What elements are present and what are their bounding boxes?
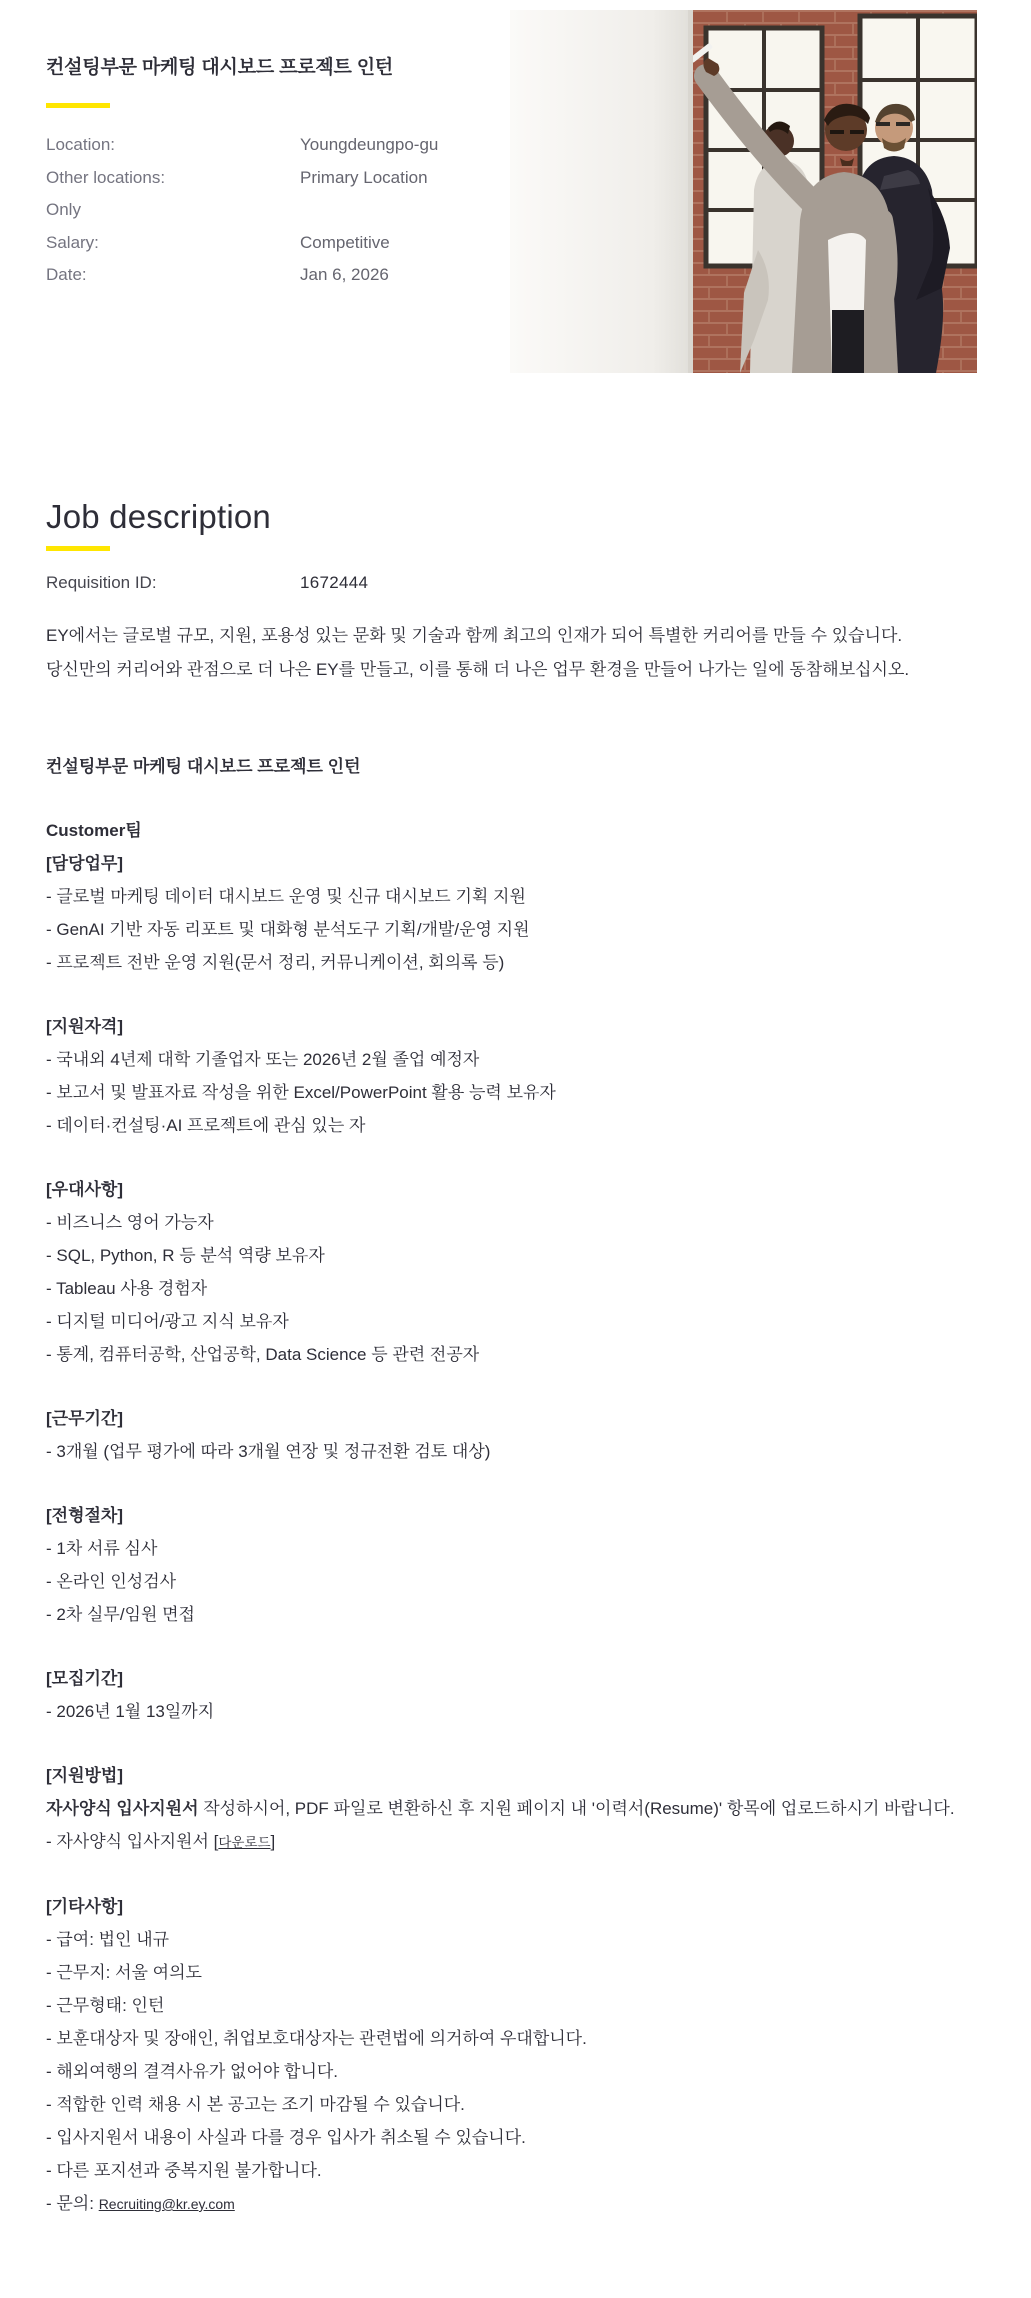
apply-rest-text: 작성하시어, PDF 파일로 변환하신 후 지원 페이지 내 '이력서(Resume)' 항목에 업로드하시기 바랍니다. [198, 1799, 955, 1818]
list-item: - 적합한 인력 채용 시 본 공고는 조기 마감될 수 있습니다. [46, 2095, 465, 2114]
accent-divider [46, 103, 110, 108]
office-photo [510, 10, 977, 373]
list-item: - 디지털 미디어/광고 지식 보유자 [46, 1312, 289, 1331]
job-section-duties [46, 814, 1004, 979]
job-section-qualifications [46, 1010, 1004, 1142]
header [0, 0, 1031, 373]
list-item: - 다른 포지션과 중복지원 불가합니다. [46, 2161, 322, 2180]
section-heading: [지원방법] [46, 1766, 124, 1785]
requisition-value: 1672444 [300, 573, 369, 592]
field-label: Location: [46, 135, 115, 154]
section-heading: [모집기간] [46, 1669, 124, 1688]
contact-line [46, 2187, 1004, 2221]
intro-paragraphs [46, 619, 1004, 687]
list-item: - 근무지: 서울 여의도 [46, 1963, 202, 1982]
job-section-deadline [46, 1662, 1004, 1728]
list-item: - 국내외 4년제 대학 기졸업자 또는 2026년 2월 졸업 예정자 [46, 1050, 480, 1069]
page-title: 컨설팅부문 마케팅 대시보드 프로젝트 인턴 [46, 57, 394, 78]
list-item: - 비즈니스 영어 가능자 [46, 1213, 214, 1232]
field-value: Youngdeungpo-gu [300, 135, 439, 154]
intro-paragraph: EY에서는 글로벌 규모, 지원, 포용성 있는 문화 및 기술과 함께 최고의 인재가 되어 특별한 커리어를 만들 수 있습니다. [46, 626, 903, 645]
contact-prefix: - 문의: [46, 2194, 99, 2213]
field-value: Competitive [300, 232, 390, 252]
list-item: - GenAI 기반 자동 리포트 및 대화형 분석도구 기획/개발/운영 지원 [46, 920, 530, 939]
contact-email-link[interactable]: Recruiting@kr.ey.com [98, 2196, 235, 2212]
field-row-other-locations-wrap [46, 194, 496, 227]
section-heading: [지원자격] [46, 1017, 124, 1036]
field-row-other-locations [46, 162, 496, 195]
list-item: - 급여: 법인 내규 [46, 1930, 170, 1949]
list-item: - 보훈대상자 및 장애인, 취업보호대상자는 관련법에 의거하여 우대합니다. [46, 2029, 587, 2048]
field-label: Salary: [46, 232, 99, 252]
field-value: Jan 6, 2026 [300, 265, 389, 284]
job-section-etc [46, 1890, 1004, 2221]
section-title: Job description [46, 498, 271, 535]
job-description-section [0, 498, 1031, 2221]
field-row-salary [46, 227, 496, 260]
requisition-row [46, 568, 1004, 598]
form-line-prefix: - 자사양식 입사지원서 [ [46, 1832, 219, 1851]
job-section-period [46, 1402, 1004, 1468]
position-title-block [46, 750, 1004, 783]
download-link[interactable]: 다운로드 [218, 1835, 271, 1850]
list-item: - Tableau 사용 경험자 [46, 1279, 208, 1298]
apply-bold-text: 자사양식 입사지원서 [46, 1799, 199, 1818]
list-item: - 데이터·컨설팅·AI 프로젝트에 관심 있는 자 [46, 1116, 366, 1135]
list-item: - 3개월 (업무 평가에 따라 3개월 연장 및 정규전환 검토 대상) [46, 1442, 491, 1461]
application-form-line [46, 1825, 1004, 1859]
section-heading: [담당업무] [46, 854, 124, 873]
section-heading: [근무기간] [46, 1409, 124, 1428]
job-section-apply [46, 1759, 1004, 1859]
field-row-location [46, 129, 496, 162]
requisition-label: Requisition ID: [46, 573, 157, 592]
field-value: Primary Location [300, 167, 428, 187]
list-item: - 1차 서류 심사 [46, 1539, 158, 1558]
list-item: - 입사지원서 내용이 사실과 다를 경우 입사가 취소될 수 있습니다. [46, 2128, 526, 2147]
list-item: - 2차 실무/임원 면접 [46, 1605, 195, 1624]
accent-divider [46, 546, 110, 551]
field-label: Other locations: [46, 167, 166, 187]
intro-paragraph: 당신만의 커리어와 관점으로 더 나은 EY를 만들고, 이를 통해 더 나은 업무 환경을 만들어 나가는 일에 동참해보십시오. [46, 660, 910, 679]
list-item: - 온라인 인성검사 [46, 1572, 177, 1591]
team-name: Customer팀 [46, 821, 142, 840]
list-item: - 해외여행의 결격사유가 없어야 합니다. [46, 2062, 339, 2081]
list-item: - 프로젝트 전반 운영 지원(문서 정리, 커뮤니케이션, 회의록 등) [46, 953, 505, 972]
list-item: - SQL, Python, R 등 분석 역량 보유자 [46, 1246, 325, 1265]
apply-instructions [46, 1792, 1004, 1825]
list-item: - 근무형태: 인턴 [46, 1996, 165, 2015]
field-label: Date: [46, 265, 87, 284]
job-section-preferred [46, 1173, 1004, 1371]
list-item: - 글로벌 마케팅 데이터 대시보드 운영 및 신규 대시보드 기획 지원 [46, 887, 526, 906]
list-item: - 보고서 및 발표자료 작성을 위한 Excel/PowerPoint 활용 능력 보유자 [46, 1083, 556, 1102]
position-title: 컨설팅부문 마케팅 대시보드 프로젝트 인턴 [46, 757, 361, 776]
list-item: - 2026년 1월 13일까지 [46, 1702, 215, 1721]
section-heading: [우대사항] [46, 1180, 124, 1199]
form-line-suffix: ] [270, 1832, 276, 1851]
list-item: - 통계, 컴퓨터공학, 산업공학, Data Science 등 관련 전공자 [46, 1345, 480, 1364]
field-row-date [46, 259, 496, 292]
section-heading: [기타사항] [46, 1897, 124, 1916]
section-heading: [전형절차] [46, 1506, 124, 1525]
job-section-process [46, 1499, 1004, 1631]
job-summary-fields [46, 129, 496, 292]
field-label: Only [46, 200, 81, 219]
